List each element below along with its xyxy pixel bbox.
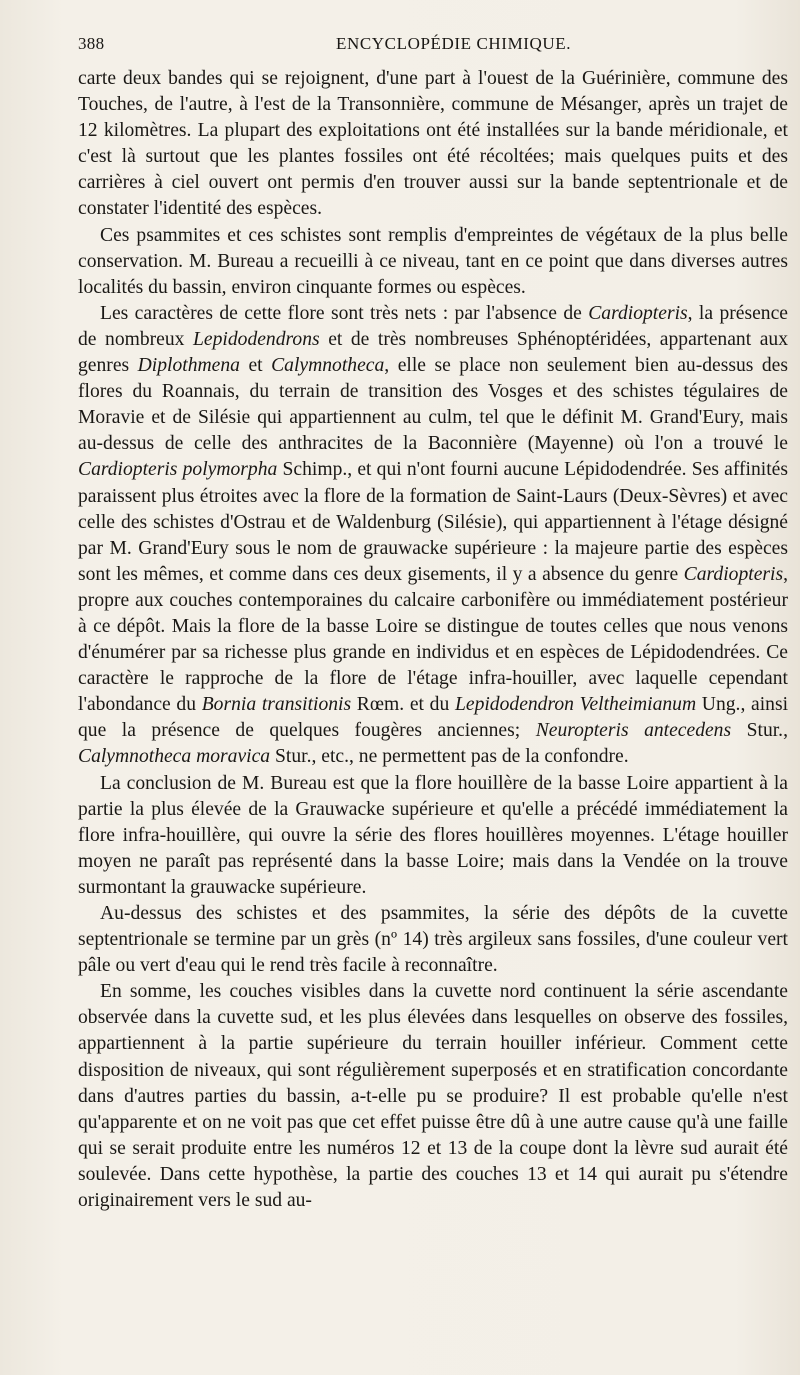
italic-taxon-name: Neuropteris antecedens: [535, 720, 732, 742]
text-segment: et de très nombreuses Sphénoptéridées, appartenant aux genres: [78, 328, 788, 377]
text-segment: Rœm. et du: [351, 694, 455, 716]
text-segment: Au-dessus des schistes et des psammites, la série des dépôts de la cuvette septentrionale se termine par un grès (nº 14) très argileux sans fossiles, d'une couleur vert pâle ou vert d'eau qui le rend très facile à reconnaître.: [78, 903, 788, 977]
italic-taxon-name: Lepidodendrons: [193, 328, 320, 350]
italic-taxon-name: Diplothmena: [137, 355, 240, 377]
italic-taxon-name: Cardiopteris polymorpha: [78, 459, 278, 481]
text-segment: Les caractères de cette flore sont très nets : par l'absence de: [100, 302, 589, 324]
text-segment: Ces psammites et ces schistes sont remplis d'empreintes de végétaux de la plus belle conservation. M. Bureau a recueilli à ce niveau, tant en ce point que dans diverses autres localités du bassin, environ cinquante formes ou espèces.: [78, 224, 788, 298]
text-segment: Stur.,: [731, 720, 788, 742]
paragraph: [78, 66, 788, 223]
text-segment: Ung., ainsi que la présence de quelques fougères anciennes;: [78, 694, 789, 742]
text-segment: et: [239, 355, 272, 377]
text-segment: carte deux bandes qui se rejoignent, d'une part à l'ouest de la Guérinière, commune des Touches, de l'autre, à l'est de la Transonnière, commune de Mésanger, après un trajet de 12 kilomètres. La plupart des exploitations ont été installées sur la bande méridionale, et c'est là surtout que les plantes fossiles ont été récoltées; mais quelques puits et des carrières à ciel ouvert ont permis d'en trouver aussi sur la bande septentrionale et de constater l'identité des espèces.: [78, 68, 788, 220]
text-segment: Schimp., et qui n'ont fourni aucune Lépidodendrée. Ses affinités paraissent plus étroites avec la flore de la formation de Saint-Laurs (Deux-Sèvres) et avec celle des schistes d'Ostrau et de Waldenburg (Silésie), qui appartiennent à l'étage désigné par M. Grand'Eury sous le nom de grauwacke supérieure : la majeure partie des espèces sont les mêmes, et comme dans ces deux gisements, il y a absence du genre: [78, 459, 788, 585]
journal-title: ENCYCLOPÉDIE CHIMIQUE.: [336, 34, 572, 53]
italic-taxon-name: Calymnotheca moravica: [78, 746, 271, 768]
italic-taxon-name: Calymnotheca: [271, 355, 385, 377]
text-segment: , elle se place non seulement bien au-dessus des flores du Roannais, du terrain de transition des Vosges et des schistes tégulaires de Moravie et de Silésie qui appartiennent au culm, tel que le définit M. Grand'Eury, mais au-dessus de celle des anthracites de la Baconnière (Mayenne) où l'on a trouvé le: [78, 355, 788, 455]
running-head: [78, 34, 784, 58]
italic-taxon-name: Bornia transitionis: [201, 694, 352, 716]
italic-taxon-name: Cardiopteris: [588, 302, 688, 324]
text-segment: , propre aux couches contemporaines du calcaire carbonifère ou immédiatement postérieur à ce dépôt. Mais la flore de la basse Loire se distingue de toutes celles que nous venons d'énumérer par sa richesse plus grande en individus et en espèces de Lépidodendrées. Ce caractère le rapproche de la flore de l'étage infra-houiller, avec laquelle cependant l'abondance du: [78, 563, 788, 716]
body-text: [78, 66, 788, 1214]
paragraph: [78, 901, 788, 979]
paragraph: [78, 301, 788, 771]
italic-taxon-name: Cardiopteris: [683, 563, 784, 585]
text-segment: En somme, les couches visibles dans la cuvette nord continuent la série ascendante observée dans la cuvette sud, et les plus élevées dans lesquelles on observe des fossiles, appartiennent à la partie supérieure du terrain houiller inférieur. Comment cette disposition de niveaux, qui sont régulièrement superposés et en stratification concordante dans d'autres parties du bassin, a-t-elle pu se produire? Il est probable qu'elle n'est qu'apparente et on ne voit pas que cet effet puisse être dû à une autre cause qu'à une faille qui se serait produite entre les numéros 12 et 13 de la coupe dont la lèvre sud aurait été soulevée. Dans cette hypothèse, la partie des couches 13 et 14 qui aurait pu s'étendre originairement vers le sud au-: [78, 981, 788, 1212]
paragraph: [78, 771, 788, 901]
text-segment: La conclusion de M. Bureau est que la flore houillère de la basse Loire appartient à la partie la plus élevée de la Grauwacke supérieure et qu'elle a précédé immédiatement la flore infra-houillère, qui ouvre la série des flores houillères moyennes. L'étage houiller moyen ne paraît pas représenté dans la basse Loire; mais dans la Vendée on la trouve surmontant la grauwacke supérieure.: [78, 772, 788, 898]
paragraph: [78, 979, 788, 1214]
page-number: 388: [78, 34, 105, 53]
italic-taxon-name: Lepidodendron Veltheimianum: [454, 694, 697, 716]
paragraph: [78, 223, 788, 301]
text-segment: , la présence de nombreux: [78, 302, 788, 350]
text-segment: Stur., etc., ne permettent pas de la confondre.: [270, 746, 629, 768]
